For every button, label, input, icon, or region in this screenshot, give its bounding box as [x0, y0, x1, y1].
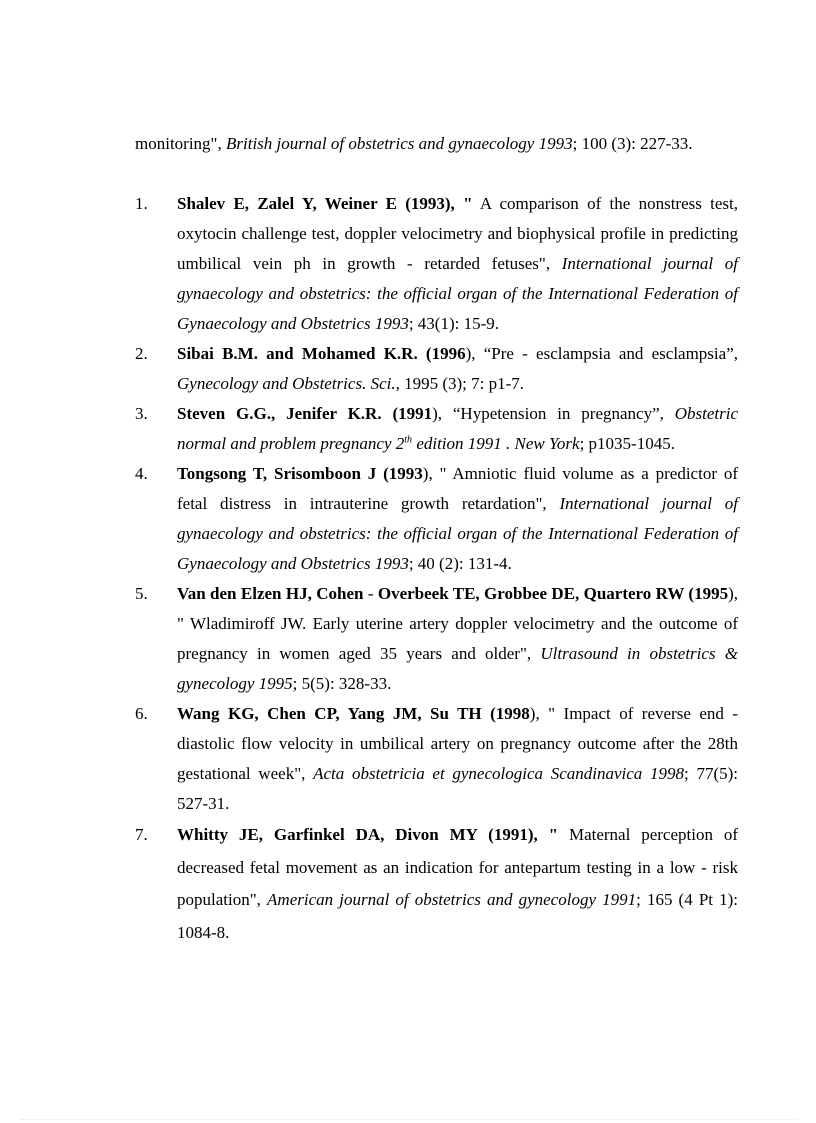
reference-item-1 — [135, 189, 738, 339]
reference-number: 7. — [135, 825, 148, 844]
reference-number: 5. — [135, 584, 148, 603]
reference-authors: Van den Elzen HJ, Cohen — [177, 584, 364, 603]
reference-item-6 — [135, 699, 738, 819]
reference-authors: Tongsong T, Srisomboon J (1993 — [177, 464, 423, 483]
reference-title: ), " Wladimiroff JW. Early uterine artery doppler velocimetry and the outcome of pregnancy in women aged 35 years and older", — [177, 584, 738, 663]
reference-title: ), “Hypetension in pregnancy”, — [432, 404, 675, 423]
continuation-title-end: monitoring", — [135, 134, 226, 153]
reference-title: ), " Impact of reverse end - diastolic flow velocity in umbilical artery on pregnancy outcome after the 28th gestational week", — [177, 704, 738, 783]
reference-authors: Shalev E, Zalel Y, Weiner E (1993), " — [177, 194, 473, 213]
reference-authors-separator: - — [363, 584, 378, 603]
continuation-journal: British journal of obstetrics and gynaecology 1993 — [226, 134, 573, 153]
reference-title: ), “Pre - esclampsia and esclampsia”, — [465, 344, 738, 363]
reference-journal: American journal of obstetrics and gynecology 1991 — [267, 890, 637, 909]
reference-number: 2. — [135, 344, 148, 363]
continuation-citation: ; 100 (3): 227-33. — [572, 134, 693, 153]
reference-journal: Acta obstetricia et gynecologica Scandinavica 1998 — [313, 764, 685, 783]
reference-number: 1. — [135, 194, 148, 213]
reference-number: 3. — [135, 404, 148, 423]
reference-superscript: th — [404, 434, 413, 446]
reference-item-7 — [135, 819, 738, 949]
reference-journal-part: edition 1991 . New York — [412, 434, 580, 453]
reference-item-5 — [135, 579, 738, 699]
reference-number: 6. — [135, 704, 148, 723]
reference-citation: ; 43(1): 15-9. — [408, 314, 500, 333]
reference-citation: ; 40 (2): 131-4. — [408, 554, 512, 573]
reference-journal: International journal of gynaecology and obstetrics: the official organ of the International Federation of Gynaecology and Obstetrics 1993 — [177, 254, 738, 333]
reference-journal-part: Obstetric normal and problem pregnancy 2 — [177, 404, 739, 453]
reference-authors: Overbeek TE, Grobbee DE, Quartero RW (1995 — [377, 584, 729, 603]
reference-citation: ; 5(5): 328-33. — [292, 674, 392, 693]
reference-authors: Sibai B.M. and Mohamed K.R. (1996 — [177, 344, 466, 363]
reference-list — [135, 189, 738, 949]
reference-journal: International journal of gynaecology and obstetrics: the official organ of the International Federation of Gynaecology and Obstetrics 1993 — [177, 494, 738, 573]
reference-citation: 1995 (3); 7: p1-7. — [399, 374, 525, 393]
reference-authors: Wang KG, Chen CP, Yang JM, Su TH (1998 — [177, 704, 530, 723]
reference-authors: Whitty JE, Garfinkel DA, Divon MY (1991), " — [177, 825, 559, 844]
reference-item-4 — [135, 459, 738, 579]
reference-continuation — [135, 129, 738, 159]
reference-authors: Steven G.G., Jenifer K.R. (1991 — [177, 404, 433, 423]
reference-title: Maternal perception of decreased fetal movement as an indication for antepartum testing in a low - risk population", — [177, 825, 738, 909]
reference-citation: ; p1035-1045. — [579, 434, 675, 453]
reference-citation: ; 165 (4 Pt 1): 1084-8. — [177, 890, 739, 942]
reference-item-3 — [135, 399, 738, 459]
page-bottom-divider — [20, 1119, 796, 1120]
reference-title: ), " Amniotic fluid volume as a predictor of fetal distress in intrauterine growth retardation", — [177, 464, 738, 513]
reference-item-2 — [135, 339, 738, 399]
reference-journal: Gynecology and Obstetrics. Sci., — [177, 374, 400, 393]
reference-number: 4. — [135, 464, 148, 483]
reference-citation: ; 77(5): 527-31. — [177, 764, 738, 813]
reference-title: A comparison of the nonstress test, oxytocin challenge test, doppler velocimetry and biophysical profile in predicting umbilical vein ph in growth - retarded fetuses", — [177, 194, 739, 273]
reference-journal: Ultrasound in obstetrics & gynecology 1995 — [177, 644, 738, 693]
